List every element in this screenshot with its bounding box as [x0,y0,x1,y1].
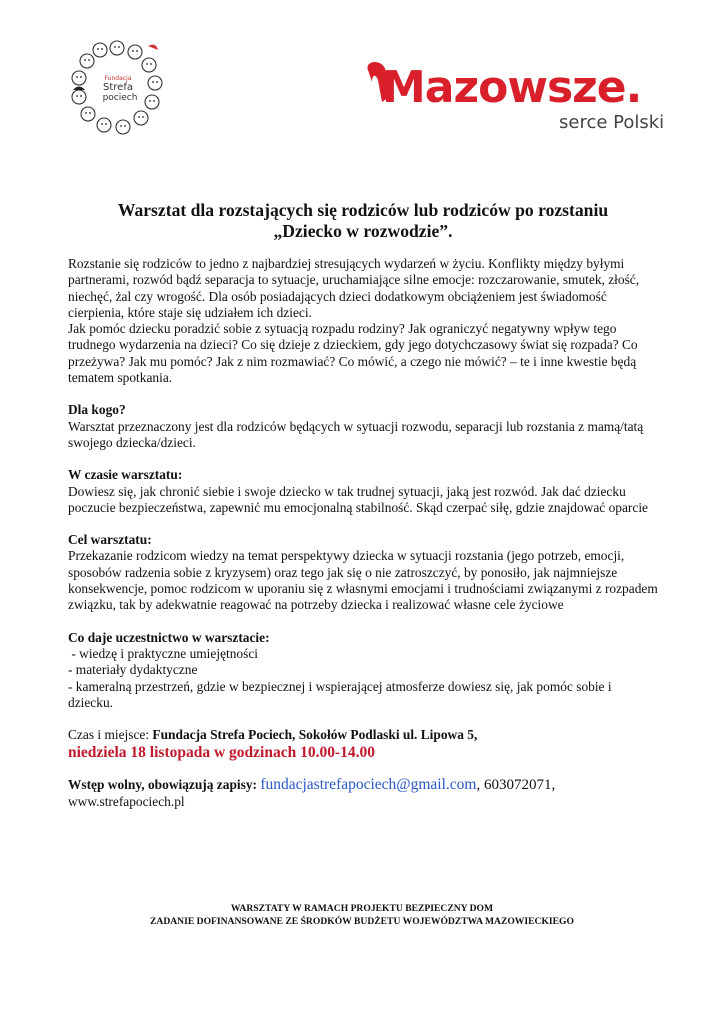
svg-text:Strefa: Strefa [103,82,133,93]
benefits-heading: Co daje uczestnictwo w warsztacie: [68,629,270,645]
during-text: Dowiesz się, jak chronić siebie i swoje dziecko w tak trudnej sytuacji, jaką jest rozwód. Jak dać dziecku poczucie bezpieczeństwa, zapewnić mu emocjonalną stabilność. Skąd czerpać siłę, gdzie znajdować oparcie [68,483,648,515]
benefit-item: - kameralną przestrzeń, gdzie w bezpiecznej i wspierającej atmosferze dowiesz się, jak pomóc sobie i dziecku. [68,678,612,710]
goal-heading: Cel warsztatu: [68,532,152,548]
intro-paragraph-2: Jak pomóc dziecku poradzić sobie z sytuacją rozpadu rodziny? Jak ograniczyć negatywny wpływ tego trudnego wydarzenia na dzieci? Co się dzieje z dzieckiem, gdy jego dotychczasowy świat się rozpada? Co przeżywa? Jak mu pomóc? Jak z nim rozmawiać? Co mówić, a czego nie mówić? – te i inne kwestie będą tematem spotkania. [68,321,638,386]
document-body [68,200,658,810]
title-line-2: „Dziecko w rozwodzie”. [273,221,453,241]
during-heading: W czasie warsztatu: [68,467,183,483]
contact-phone: , 603072071, [476,777,556,794]
contact-label: Wstęp wolny, obowiązują zapisy: [68,777,261,793]
event-place [68,727,658,743]
event-date: niedziela 18 listopada w godzinach 10.00-14.00 [68,744,376,762]
svg-text:pociech: pociech [102,93,138,103]
benefit-item: - wiedzę i praktyczne umiejętności [68,645,258,661]
strefa-pociech-logo [68,38,166,138]
for-whom-text: Warsztat przeznaczony jest dla rodziców będących w sytuacji rozwodu, separacji lub rozstania z mamą/tatą swojego dziecka/dzieci. [68,418,644,450]
footer-line-1: WARSZTATY W RAMACH PROJEKTU BEZPIECZNY DOM [230,903,494,914]
footer [60,902,664,928]
event-place-label: Czas i miejsce: [68,727,153,743]
benefit-item: - materiały dydaktyczne [68,662,198,678]
svg-text:Mazowsze.: Mazowsze. [382,62,642,113]
event-place-value: Fundacja Strefa Pociech, Sokołów Podlaski ul. Lipowa 5, [152,727,478,743]
email-link[interactable]: fundacjastrefapociech@gmail.com [260,776,477,794]
title-line-1: Warsztat dla rozstających się rodziców lub rodziców po rozstaniu [117,200,609,220]
footer-line-2: ZADANIE DOFINANSOWANE ZE ŚRODKÓW BUDŻETU WOJEWÓDZTWA MAZOWIECKIEGO [150,916,574,927]
website-link[interactable]: www.strefapociech.pl [68,793,185,809]
intro-paragraph-1: Rozstanie się rodziców to jedno z najbardziej stresujących wydarzeń w życiu. Konflikty między byłymi partnerami, rozwód bądź separacja to sytuacje, uruchamiające silne emocje: rozczarowanie, smutek, złość, niechęć, żal czy wrogość. Dla osób posiadających dzieci dodatkowym obciążeniem jest świadomość cierpienia, które staje się udziałem ich dzieci. [68,256,640,320]
svg-text:serce Polski: serce Polski [559,112,665,133]
for-whom-heading: Dla kogo? [68,402,126,418]
svg-text:Fundacja: Fundacja [104,75,132,82]
mazowsze-logo [362,58,682,138]
contact-line [68,777,658,793]
goal-text: Przekazanie rodzicom wiedzy na temat perspektywy dziecka w sytuacji rozstania (jego potrzeb, emocji, sposobów radzenia sobie z kryzysem) oraz tego jak się o nie zatroszczyć, by ponosiło, jak najmniejsze konsekwencje, pomoc rodzicom w uporaniu się z własnymi emocjami i trudnościami związanymi z rozpadem związku, tak by adekwatnie reagować na potrzeby dziecka i realizować własne cele życiowe [68,548,658,613]
